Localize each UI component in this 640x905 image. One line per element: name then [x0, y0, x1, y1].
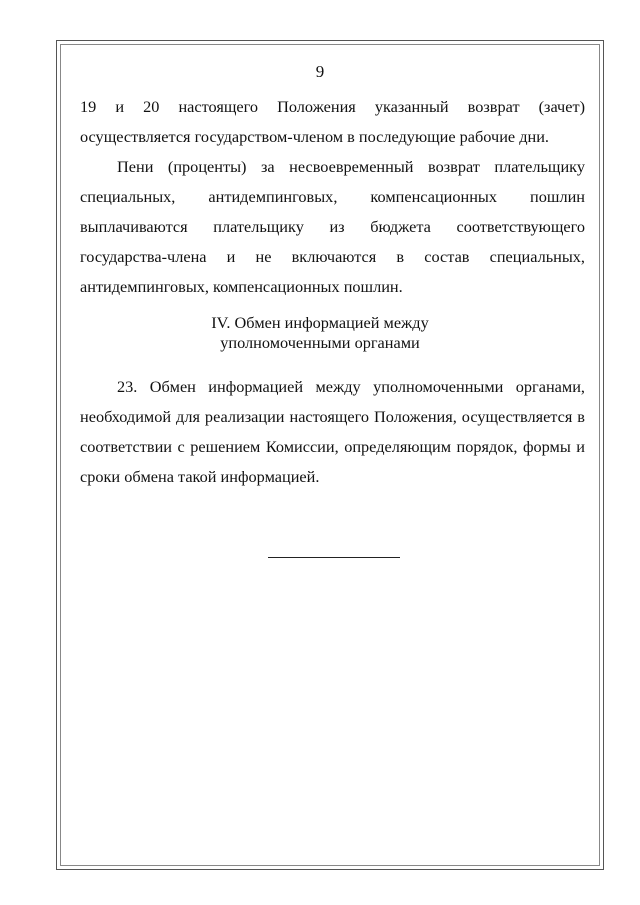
page-number: 9	[315, 62, 325, 81]
paragraph-information-exchange: 23. Обмен информацией между уполномоченными органами, необходимой для реализации настоящего Положения, осуществляется в соответствии с решением Комиссии, определяющим порядок, формы и сроки обмена такой информацией.	[80, 377, 585, 486]
section-heading-line-2: уполномоченными органами	[220, 333, 420, 352]
section-heading	[0, 313, 640, 353]
section-heading-line-1: IV. Обмен информацией между	[211, 313, 429, 332]
paragraph-penalties: Пени (проценты) за несвоевременный возврат плательщику специальных, антидемпинговых, компенсационных пошлин выплачиваются плательщику из бюджета соответствующего государства-члена и не включаются в состав специальных, антидемпинговых, компенсационных пошлин.	[80, 157, 585, 296]
end-of-text-rule	[268, 557, 400, 558]
paragraph-continuation: 19 и 20 настоящего Положения указанный возврат (зачет) осуществляется государством-членом в последующие рабочие дни.	[80, 97, 585, 146]
